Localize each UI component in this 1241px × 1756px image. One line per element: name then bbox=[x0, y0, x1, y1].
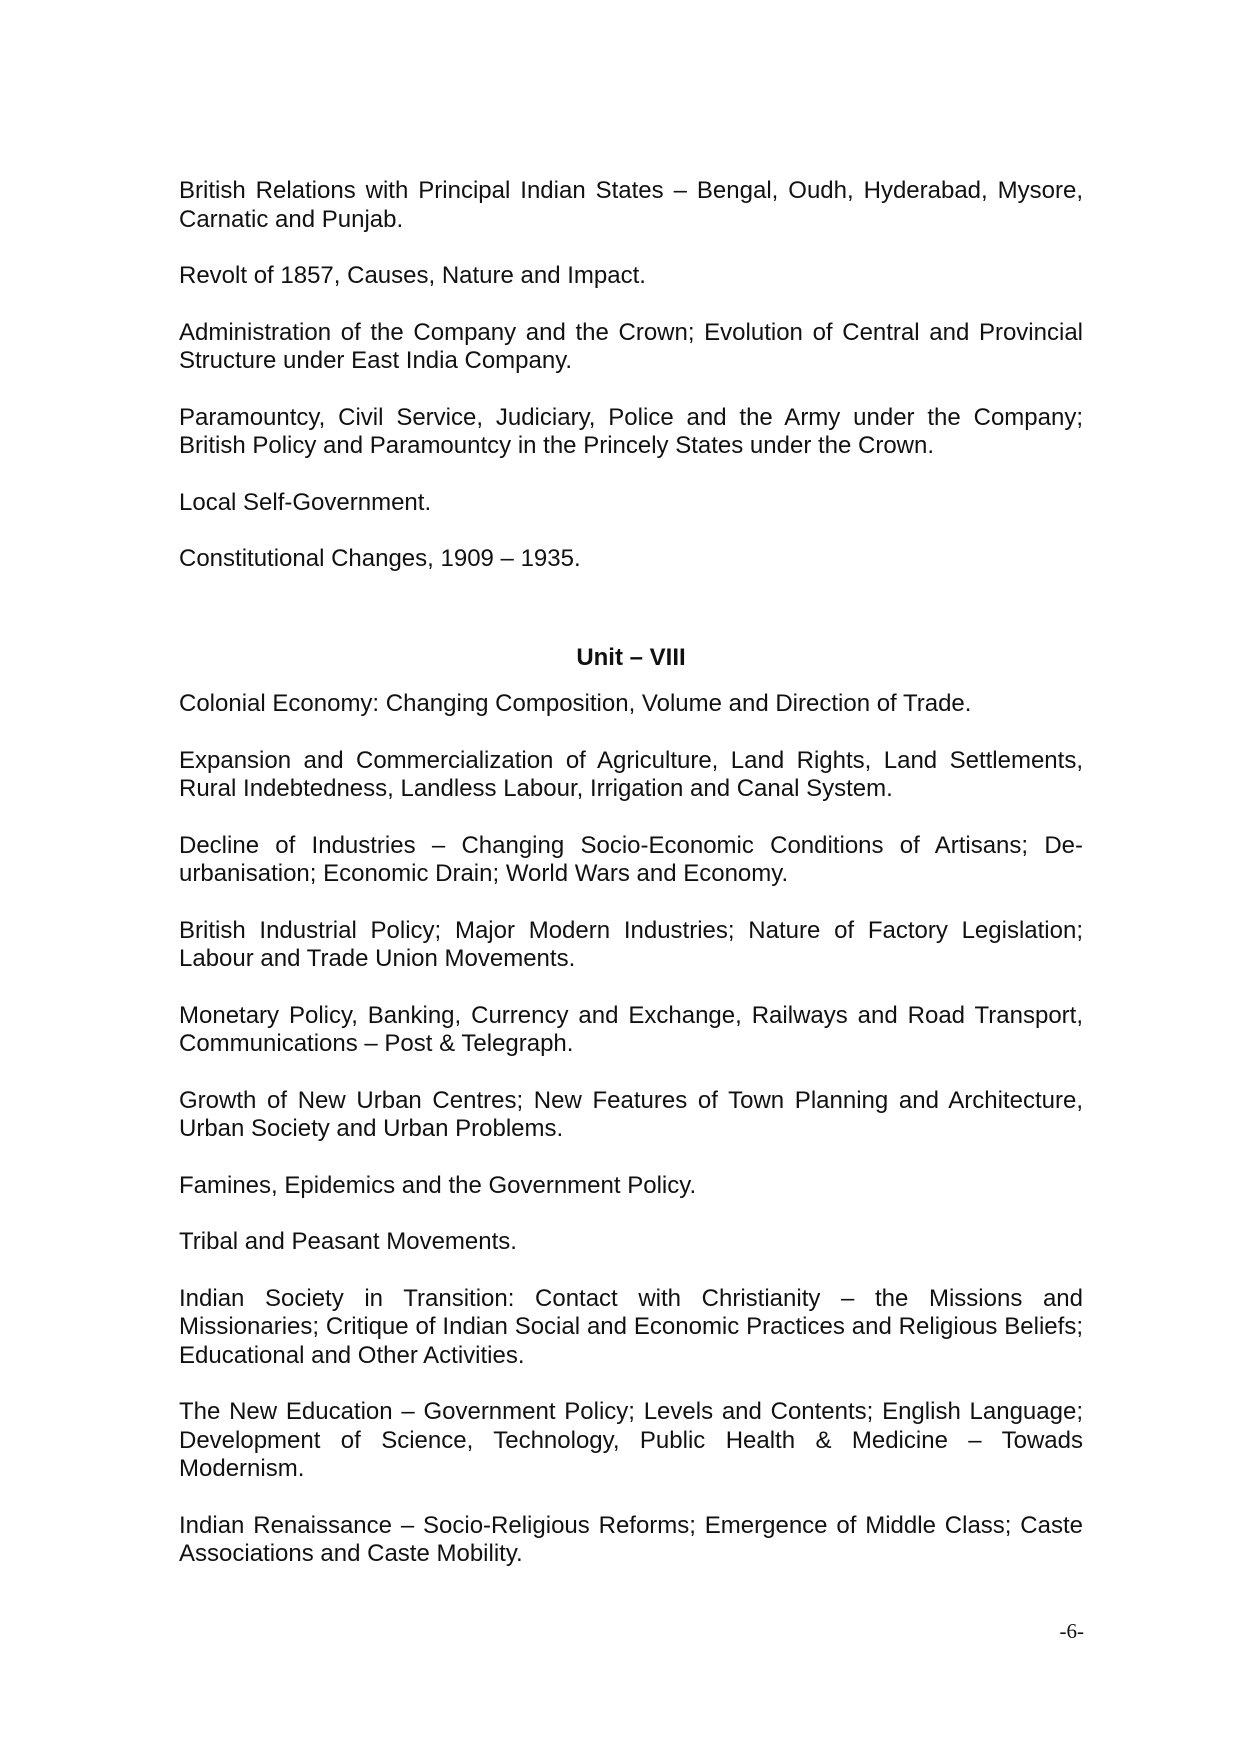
syllabus-paragraph: Growth of New Urban Centres; New Features of Town Planning and Architecture, Urban Society and Urban Problems. bbox=[179, 1086, 1083, 1142]
syllabus-paragraph: Indian Renaissance – Socio-Religious Reforms; Emergence of Middle Class; Caste Associations and Caste Mobility. bbox=[179, 1511, 1083, 1567]
section-spacer bbox=[179, 602, 1083, 644]
syllabus-paragraph: Local Self-Government. bbox=[179, 488, 432, 516]
syllabus-paragraph: The New Education – Government Policy; Levels and Contents; English Language; Development of Science, Technology, Public Health & Medicine – Towads Modernism. bbox=[179, 1398, 1083, 1482]
page-content bbox=[179, 177, 1083, 1597]
syllabus-paragraph: Revolt of 1857, Causes, Nature and Impact. bbox=[179, 262, 646, 289]
page-number: -6- bbox=[1059, 1619, 1084, 1643]
syllabus-paragraph: Expansion and Commercialization of Agriculture, Land Rights, Land Settlements, Rural Indebtedness, Landless Labour, Irrigation and Canal System. bbox=[179, 746, 1083, 802]
syllabus-paragraph: Administration of the Company and the Crown; Evolution of Central and Provincial Structure under East India Company. bbox=[179, 318, 1083, 374]
syllabus-paragraph: Monetary Policy, Banking, Currency and Exchange, Railways and Road Transport, Communications – Post & Telegraph. bbox=[179, 1001, 1083, 1057]
syllabus-paragraph: British Industrial Policy; Major Modern Industries; Nature of Factory Legislation; Labour and Trade Union Movements. bbox=[179, 916, 1083, 972]
syllabus-paragraph: Indian Society in Transition: Contact with Christianity – the Missions and Missionaries; Critique of Indian Social and Economic Practices and Religious Beliefs; Educational and Other Activities. bbox=[179, 1284, 1083, 1369]
syllabus-paragraph: Colonial Economy: Changing Composition, Volume and Direction of Trade. bbox=[179, 690, 972, 717]
syllabus-paragraph: Decline of Industries – Changing Socio-Economic Conditions of Artisans; De-urbanisation; Economic Drain; World Wars and Economy. bbox=[179, 831, 1083, 887]
syllabus-paragraph: British Relations with Principal Indian States – Bengal, Oudh, Hyderabad, Mysore, Carnatic and Punjab. bbox=[179, 177, 1083, 233]
syllabus-paragraph: Constitutional Changes, 1909 – 1935. bbox=[179, 545, 581, 572]
syllabus-paragraph: Tribal and Peasant Movements. bbox=[179, 1228, 517, 1255]
syllabus-paragraph: Famines, Epidemics and the Government Policy. bbox=[179, 1171, 697, 1199]
unit-heading: Unit – VIII bbox=[576, 643, 686, 671]
syllabus-paragraph: Paramountcy, Civil Service, Judiciary, Police and the Army under the Company; British Policy and Paramountcy in the Princely States under the Crown. bbox=[179, 403, 1083, 459]
